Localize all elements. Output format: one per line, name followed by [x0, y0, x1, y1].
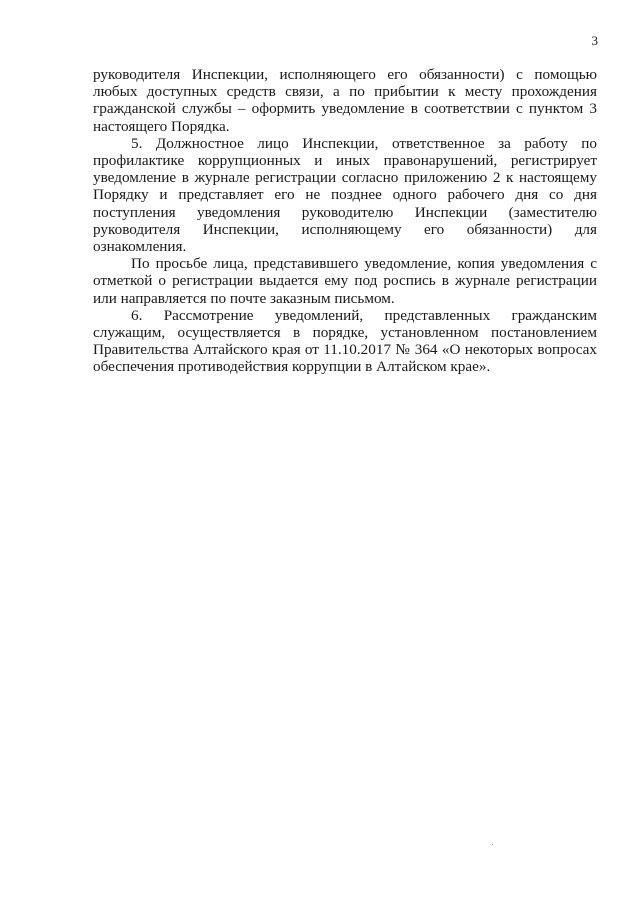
document-body [93, 66, 597, 376]
page-number: 3 [591, 33, 598, 48]
paragraph-copy-request: По просьбе лица, представившего уведомление, копия уведомления с отметкой о регистрации выдается ему под роспись в журнале регистрации или направляется по почте заказным письмом. [93, 255, 597, 307]
paragraph-continuation: руководителя Инспекции, исполняющего его обязанности) с помощью любых доступных средств связи, а по прибытии к месту прохождения гражданской службы – оформить уведомление в соответствии с пунктом 3 настоящего Порядка. [93, 66, 597, 135]
paragraph-item-5: 5. Должностное лицо Инспекции, ответственное за работу по профилактике коррупционных и иных правонарушений, регистрирует уведомление в журнале регистрации согласно приложению 2 к настоящему Порядку и представляет его не позднее одного рабочего дня со дня поступления уведомления руководителю Инспекции (заместителю руководителя Инспекции, исполняющему его обязанности) для ознакомления. [93, 134, 597, 256]
scan-artifact [492, 844, 493, 845]
paragraph-item-6: 6. Рассмотрение уведомлений, представленных гражданским служащим, осуществляется в порядке, установленном постановлением Правительства Алтайского края от 11.10.2017 № 364 «О некоторых вопросах обеспечения противодействия коррупции в Алтайском крае». [93, 306, 597, 376]
